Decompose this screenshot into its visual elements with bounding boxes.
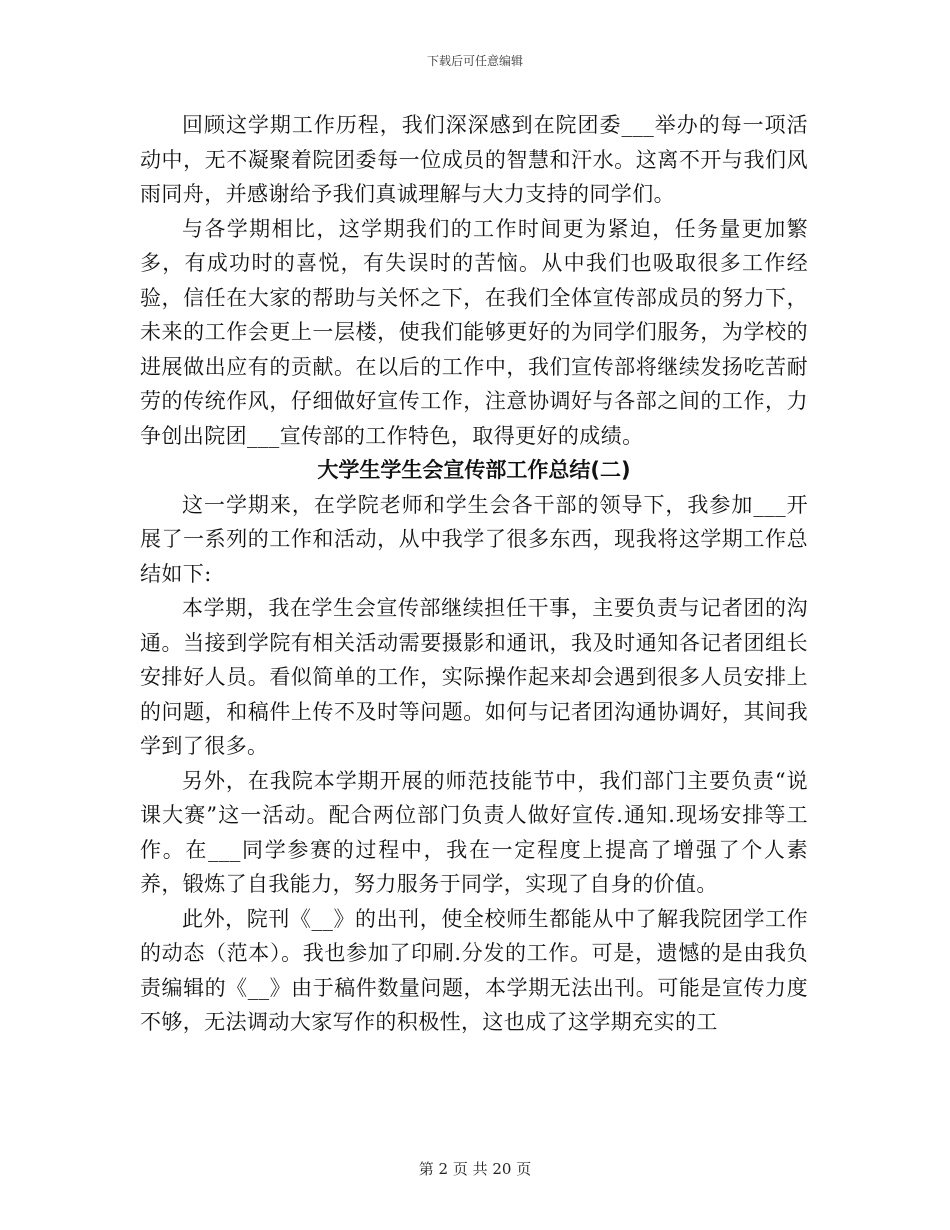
paragraph: 此外，院刊《__》的出刊，使全校师生都能从中了解我院团学工作的动态（范本）。我也参加了印刷.分发的工作。可是，遗憾的是由我负责编辑的《__》由于稿件数量问题，本学期无法出刊。可能是宣传力度不够，无法调动大家写作的积极性，这也成了这学期充实的工 xyxy=(140,906,808,1034)
page-header: 下载后可任意编辑 xyxy=(426,54,523,68)
paragraph: 这一学期来，在学院老师和学生会各干部的领导下，我参加___开展了一系列的工作和活动，从中我学了很多东西，现我将这学期工作总结如下: xyxy=(140,492,808,586)
paragraph: 与各学期相比，这学期我们的工作时间更为紧迫，任务量更加繁多，有成功时的喜悦，有失误时的苦恼。从中我们也吸取很多工作经验，信任在大家的帮助与关怀之下，在我们全体宣传部成员的努力下，未来的工作会更上一层楼，使我们能够更好的为同学们服务，为学校的进展做出应有的贡献。在以后的工作中，我们宣传部将继续发扬吃苦耐劳的传统作风，仔细做好宣传工作，注意协调好与各部之间的工作，力争创出院团___宣传部的工作特色，取得更好的成绩。 xyxy=(140,216,808,448)
page-number: 第 2 页 共 20 页 xyxy=(418,1160,532,1178)
document-body xyxy=(140,108,808,1040)
section-title: 大学生学生会宣传部工作总结(二) xyxy=(317,458,631,482)
paragraph: 回顾这学期工作历程，我们深深感到在院团委___举办的每一项活动中，无不凝聚着院团委每一位成员的智慧和汗水。这离不开与我们风雨同舟，并感谢给予我们真诚理解与大力支持的同学们。 xyxy=(140,113,808,206)
paragraph: 本学期，我在学生会宣传部继续担任干事，主要负责与记者团的沟通。当接到学院有相关活动需要摄影和通讯，我及时通知各记者团组长安排好人员。看似简单的工作，实际操作起来却会遇到很多人员安排上的问题，和稿件上传不及时等问题。如何与记者团沟通协调好，其间我学到了很多。 xyxy=(140,596,808,758)
paragraph: 另外，在我院本学期开展的师范技能节中，我们部门主要负责“说课大赛”这一活动。配合两位部门负责人做好宣传.通知.现场安排等工作。在___同学参赛的过程中，我在一定程度上提高了增强了个人素养，锻炼了自我能力，努力服务于同学，实现了自身的价值。 xyxy=(140,768,808,896)
